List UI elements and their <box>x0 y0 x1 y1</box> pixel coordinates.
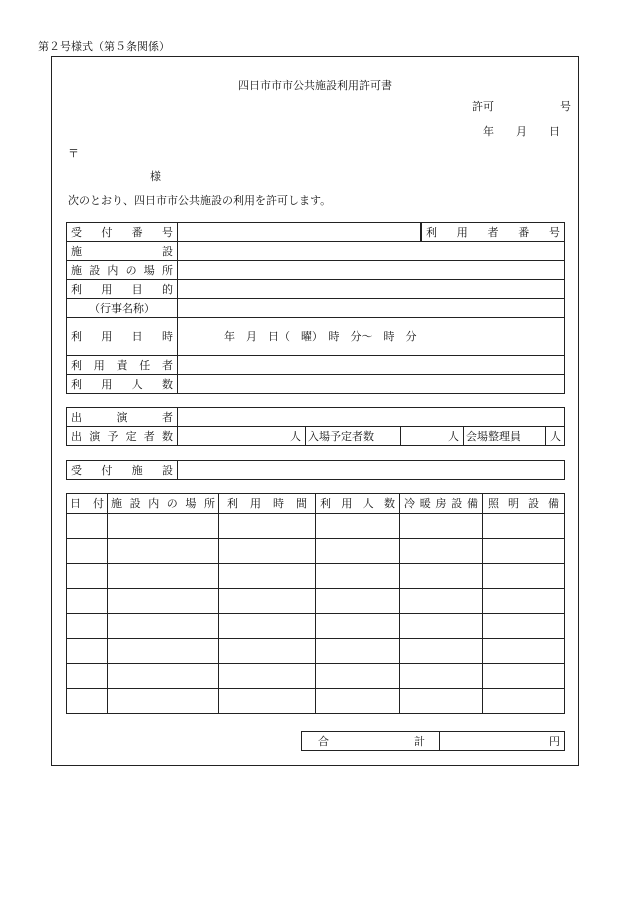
schedule-cell[interactable] <box>483 689 565 714</box>
schedule-cell[interactable] <box>400 614 483 639</box>
facility-label: 施設 <box>67 242 178 261</box>
schedule-cell[interactable] <box>219 514 316 539</box>
form-title: 四日市市市公共施設利用許可書 <box>238 79 392 92</box>
place-field[interactable] <box>178 261 565 280</box>
schedule-cell[interactable] <box>219 664 316 689</box>
schedule-cell[interactable] <box>67 664 108 689</box>
total-field[interactable]: 円 <box>440 732 565 751</box>
schedule-cell[interactable] <box>219 539 316 564</box>
header-time: 利用時間 <box>219 494 316 514</box>
postal-mark: 〒 <box>68 147 79 160</box>
recipient-honorific: 様 <box>150 170 161 183</box>
use-datetime-label: 利用日時 <box>67 318 178 356</box>
schedule-table <box>66 493 565 714</box>
schedule-cell[interactable] <box>316 564 400 589</box>
user-count-label: 利用人数 <box>67 375 178 394</box>
schedule-cell[interactable] <box>483 664 565 689</box>
schedule-cell[interactable] <box>108 614 219 639</box>
schedule-cell[interactable] <box>400 514 483 539</box>
schedule-cell[interactable] <box>400 539 483 564</box>
user-number-label: 利用者番号 <box>422 223 565 242</box>
schedule-cell[interactable] <box>316 614 400 639</box>
schedule-cell[interactable] <box>67 564 108 589</box>
schedule-cell[interactable] <box>108 539 219 564</box>
form-number: 第２号様式（第５条関係） <box>38 40 170 53</box>
event-name-label: （行事名称） <box>67 299 178 318</box>
schedule-cell[interactable] <box>400 589 483 614</box>
schedule-row <box>67 589 565 614</box>
schedule-row <box>67 689 565 714</box>
reception-number-label: 受付番号 <box>67 223 178 242</box>
schedule-cell[interactable] <box>483 589 565 614</box>
schedule-cell[interactable] <box>483 564 565 589</box>
staff-unit[interactable]: 人 <box>546 427 565 446</box>
reception-facility-field[interactable] <box>178 461 565 480</box>
schedule-cell[interactable] <box>316 664 400 689</box>
event-name-field[interactable] <box>178 299 565 318</box>
schedule-cell[interactable] <box>219 639 316 664</box>
schedule-cell[interactable] <box>219 614 316 639</box>
schedule-row <box>67 564 565 589</box>
issue-date: 年 月 日 <box>483 125 560 138</box>
schedule-row <box>67 514 565 539</box>
schedule-cell[interactable] <box>400 664 483 689</box>
user-number-divider <box>420 222 421 241</box>
schedule-cell[interactable] <box>108 689 219 714</box>
total-label: 合計 <box>318 734 425 748</box>
schedule-cell[interactable] <box>67 614 108 639</box>
schedule-cell[interactable] <box>483 614 565 639</box>
schedule-cell[interactable] <box>316 539 400 564</box>
schedule-cell[interactable] <box>400 639 483 664</box>
schedule-cell[interactable] <box>316 589 400 614</box>
header-aircon: 冷暖房設備 <box>400 494 483 514</box>
schedule-cell[interactable] <box>108 664 219 689</box>
schedule-cell[interactable] <box>219 564 316 589</box>
reception-number-field[interactable] <box>178 223 422 242</box>
header-place: 施設内の場所 <box>108 494 219 514</box>
schedule-cell[interactable] <box>219 589 316 614</box>
total-table <box>301 731 565 751</box>
header-date: 日付 <box>67 494 108 514</box>
schedule-cell[interactable] <box>67 589 108 614</box>
planned-entrants-unit[interactable]: 人 <box>401 427 464 446</box>
schedule-cell[interactable] <box>67 689 108 714</box>
schedule-cell[interactable] <box>316 689 400 714</box>
header-lighting: 照明設備 <box>483 494 565 514</box>
use-datetime-field[interactable]: 年 月 日（ 曜） 時 分〜 時 分 <box>178 318 565 356</box>
planned-performers-unit[interactable]: 人 <box>178 427 306 446</box>
planned-performers-label: 出演予定者数 <box>67 427 178 446</box>
schedule-cell[interactable] <box>67 639 108 664</box>
performer-label: 出演者 <box>67 408 178 427</box>
schedule-row <box>67 614 565 639</box>
purpose-label: 利用目的 <box>67 280 178 299</box>
schedule-cell[interactable] <box>108 514 219 539</box>
place-label: 施設内の場所 <box>67 261 178 280</box>
schedule-cell[interactable] <box>400 564 483 589</box>
facility-field[interactable] <box>178 242 565 261</box>
schedule-cell[interactable] <box>483 514 565 539</box>
header-count: 利用人数 <box>316 494 400 514</box>
schedule-cell[interactable] <box>483 539 565 564</box>
staff-label: 会場整理員 <box>464 427 546 446</box>
planned-entrants-label: 入場予定者数 <box>306 427 401 446</box>
schedule-cell[interactable] <box>316 639 400 664</box>
schedule-cell[interactable] <box>67 539 108 564</box>
schedule-cell[interactable] <box>483 639 565 664</box>
reception-facility-label: 受付施設 <box>67 461 178 480</box>
schedule-row <box>67 539 565 564</box>
schedule-row <box>67 664 565 689</box>
purpose-field[interactable] <box>178 280 565 299</box>
permit-number: 許可 号 <box>472 100 571 113</box>
schedule-cell[interactable] <box>108 564 219 589</box>
intro-text: 次のとおり、四日市市公共施設の利用を許可します。 <box>68 194 332 207</box>
schedule-cell[interactable] <box>108 639 219 664</box>
responsible-label: 利用責任者 <box>67 356 178 375</box>
responsible-field[interactable] <box>178 356 565 375</box>
performer-table <box>66 407 565 446</box>
reception-table <box>66 460 565 480</box>
schedule-cell[interactable] <box>316 514 400 539</box>
user-count-field[interactable] <box>178 375 565 394</box>
schedule-row <box>67 639 565 664</box>
schedule-cell[interactable] <box>67 514 108 539</box>
main-table <box>66 222 565 394</box>
performer-field[interactable] <box>178 408 565 427</box>
schedule-cell[interactable] <box>108 589 219 614</box>
schedule-cell[interactable] <box>219 689 316 714</box>
schedule-cell[interactable] <box>400 689 483 714</box>
